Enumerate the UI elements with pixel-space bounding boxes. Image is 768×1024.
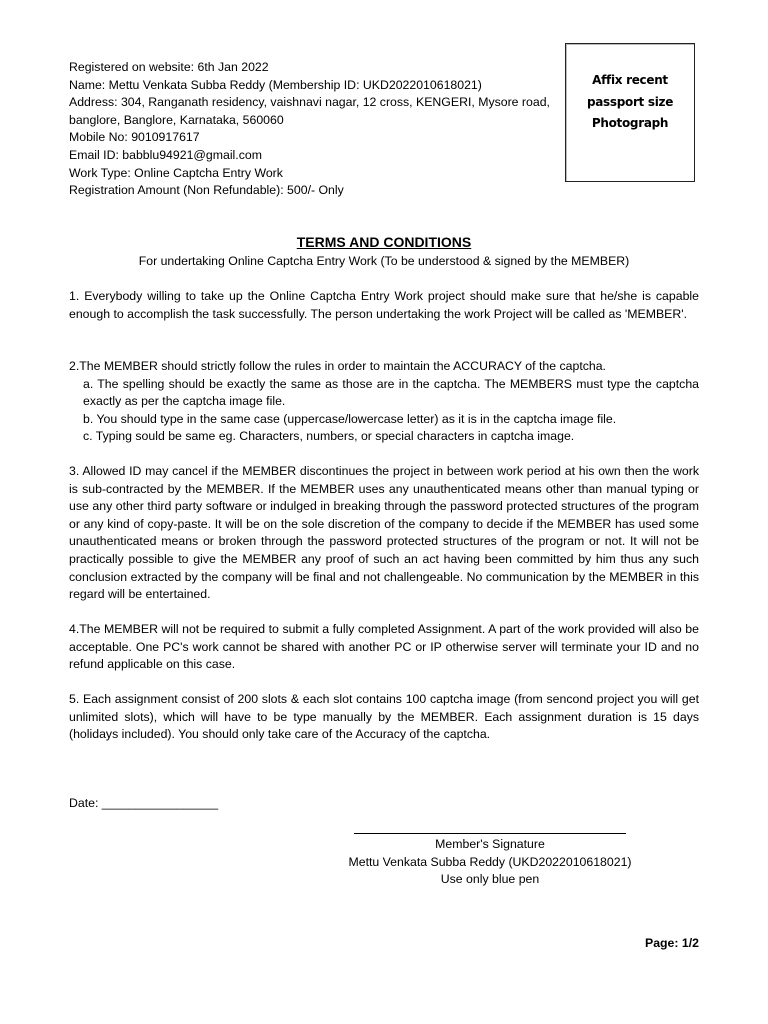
address-line-2: banglore, Banglore, Karnataka, 560060 (69, 112, 284, 127)
signatory-name-id: Mettu Venkata Subba Reddy (UKD2022010618021) (348, 854, 632, 869)
clause-3: 3. Allowed ID may cancel if the MEMBER discontinues the project in between work period at his own then the work is sub-contracted by the MEMBER. If the MEMBER uses any unauthenticated means other than manual typing or use any other third party software or indulged in breaking through the password protected structures of the program or any kind of copy-paste. It will be on the sole discretion of the company to decide if the MEMBER has used some unauthenticated means or broken through the password protected structures of the program or not. It will not be practically possible to give the MEMBER any proof of such an act having been committed by him thus any such conclusion extracted by the company will be final and not challengeable. No communication by the MEMBER in this regard will be entertained. (69, 464, 699, 602)
registered-date: Registered on website: 6th Jan 2022 (69, 60, 269, 74)
clause-2-b: b. You should type in the same case (uppercase/lowercase letter) as it is in the captcha image file. (83, 411, 617, 426)
clause-5: 5. Each assignment consist of 200 slots & each slot contains 100 captcha image (from sencond project you will get unlimited slots), which will have to be type manually by the MEMBER. Each assignment duration is 15 days (holidays included). You should only take care of the Accuracy of the captcha. (69, 692, 699, 742)
photo-box-line-2: passport size (586, 94, 674, 109)
clause-2 (69, 358, 699, 446)
registration-details (69, 59, 550, 200)
page-number: Page: 1/2 (645, 936, 699, 950)
work-type: Work Type: Online Captcha Entry Work (69, 165, 283, 180)
clause-2-a: a. The spelling should be exactly the same as those are in the captcha. The MEMBERS must type the captcha exactly as per the captcha image file. (83, 376, 699, 409)
clause-1: 1. Everybody willing to take up the Online Captcha Entry Work project should make sure that he/she is capable enough to accomplish the task successfully. The person undertaking the work Project will be called as 'MEMBER'. (69, 289, 699, 321)
clause-2-c: c. Typing sould be same eg. Characters, numbers, or special characters in captcha image. (83, 429, 575, 444)
terms-title: TERMS AND CONDITIONS (296, 234, 472, 250)
clause-4: 4.The MEMBER will not be required to submit a fully completed Assignment. A part of the work provided will also be acceptable. One PC's work cannot be shared with another PC or IP otherwise server will terminate your ID and no refund applicable on this case. (69, 622, 699, 672)
mobile-number: Mobile No: 9010917617 (69, 130, 200, 145)
signature-line (354, 823, 626, 834)
photo-box-line-1: Affix recent (592, 73, 668, 87)
photo-box-line-3: Photograph (591, 116, 669, 130)
signature-label: Member's Signature (435, 837, 545, 851)
clause-2-intro: 2.The MEMBER should strictly follow the rules in order to maintain the ACCURACY of the captcha. (69, 359, 606, 373)
pen-instruction: Use only blue pen (440, 872, 540, 887)
email-id: Email ID: babblu94921@gmail.com (69, 147, 262, 162)
signature-block (330, 823, 650, 889)
member-name: Name: Mettu Venkata Subba Reddy (Membership ID: UKD2022010618021) (69, 77, 482, 92)
photo-box-text (566, 70, 694, 135)
passport-photo-box (565, 43, 695, 182)
address-line-1: Address: 304, Ranganath residency, vaishnavi nagar, 12 cross, KENGERI, Mysore road, (69, 95, 550, 110)
date-field: Date: _________________ (69, 796, 219, 810)
terms-subtitle: For undertaking Online Captcha Entry Work (To be understood & signed by the MEMBER) (138, 254, 630, 268)
registration-amount: Registration Amount (Non Refundable): 500/- Only (69, 183, 344, 198)
